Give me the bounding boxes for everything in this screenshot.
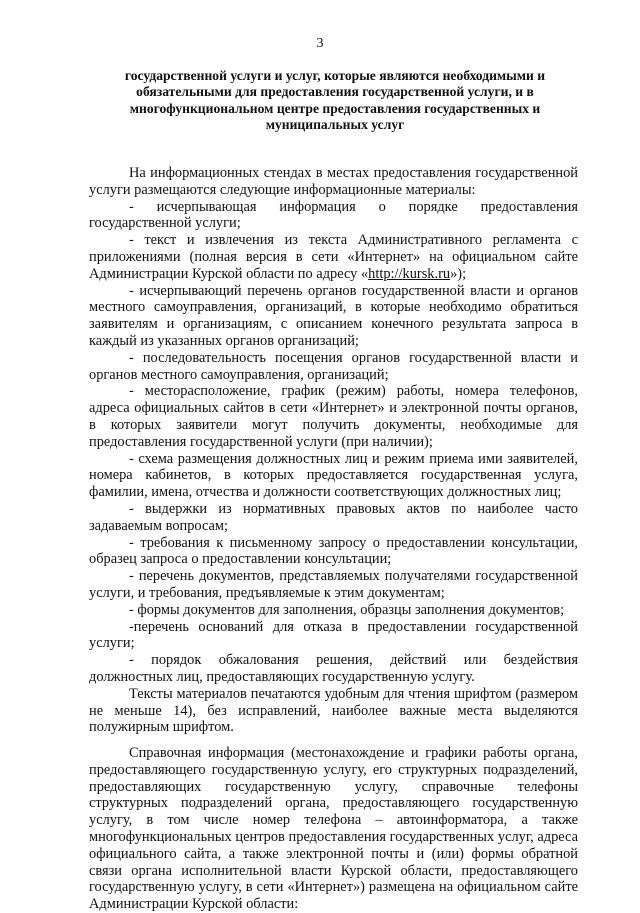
kursk-site-link[interactable]: http://kursk.ru — [368, 265, 451, 282]
list-item-refusal-grounds: -перечень оснований для отказа в предоставлении государственной услуги; — [89, 618, 578, 652]
list-item-documents-list: - перечень документов, представляемых получателями государственной услуги, и требования, предъявляемые к этим документам; — [89, 568, 578, 601]
list-item-visit-sequence: - последовательность посещения органов государственной власти и органов местного самоуправления, организаций; — [89, 349, 578, 383]
list-item-request-requirements: - требования к письменному запросу о предоставлении консультации, образец запроса о предоставлении консультации; — [89, 534, 578, 568]
document-body — [89, 165, 578, 913]
list-item-location-schedule: - месторасположение, график (режим) работы, номера телефонов, адреса официальных сайтов в сети «Интернет» и электронной почты органов, в которых заявители могут получить документы, необходимые для предоставления государственной услуги (при наличии); — [89, 383, 578, 450]
section-heading: государственной услуги и услуг, которые являются необходимыми и обязательными для предоставления государственной услуги, и в многофункциональном центре предоставления государственных и муниципальных услуг — [124, 68, 546, 133]
list-item-regulation-text — [89, 232, 578, 282]
list-item-exhaustive-info: - исчерпывающая информация о порядке предоставления государственной услуги; — [89, 198, 578, 232]
font-requirements-paragraph: Тексты материалов печатаются удобным для чтения шрифтом (размером не меньше 14), без исправлений, наиболее важные места выделяются полужирным шрифтом. — [89, 685, 578, 736]
intro-paragraph: На информационных стендах в местах предоставления государственной услуги размещаются следующие информационные материалы: — [89, 165, 578, 198]
regulation-text-after: »); — [450, 265, 467, 282]
list-item-appeal-procedure: - порядок обжалования решения, действий или бездействия должностных лиц, предоставляющих государственную услугу. — [89, 652, 578, 685]
list-item-officials-scheme: - схема размещения должностных лиц и режим приема ими заявителей, номера кабинетов, в которых предоставляется государственная услуга, фамилии, имена, отчества и должности соответствующих должностных лиц; — [89, 450, 578, 501]
list-item-document-forms: - формы документов для заполнения, образцы заполнения документов; — [129, 601, 565, 618]
page-number: 3 — [316, 36, 324, 51]
reference-info-paragraph: Справочная информация (местонахождение и графики работы органа, предоставляющего государственную услугу, его структурных подразделений, предоставляющих государственную услугу, справочные телефоны структурных подразделений органа, предоставляющего государственную услугу, в том числе номер телефона – автоинформатора, а также многофункциональных центров предоставления государственных услуг, адреса официального сайта, а также электронной почты и (или) формы обратной связи органа исполнительной власти Курской области, предоставляющего государственную услугу, в сети «Интернет») размещена на официальном сайте Администрации Курской области: — [89, 745, 578, 913]
list-item-legal-extracts: - выдержки из нормативных правовых актов по наиболее часто задаваемым вопросам; — [89, 500, 578, 534]
list-item-bodies-list: - исчерпывающий перечень органов государственной власти и органов местного самоуправления, организаций, в которые необходимо обратиться заявителям и организациям, с описанием конечного результата запроса в каждый из указанных органов организаций; — [89, 282, 578, 349]
regulation-text-before: - текст и извлечения из текста Административного регламента с приложениями (полная версия в сети «Интернет» на официальном сайте Администрации Курской области по адресу « — [89, 232, 578, 282]
